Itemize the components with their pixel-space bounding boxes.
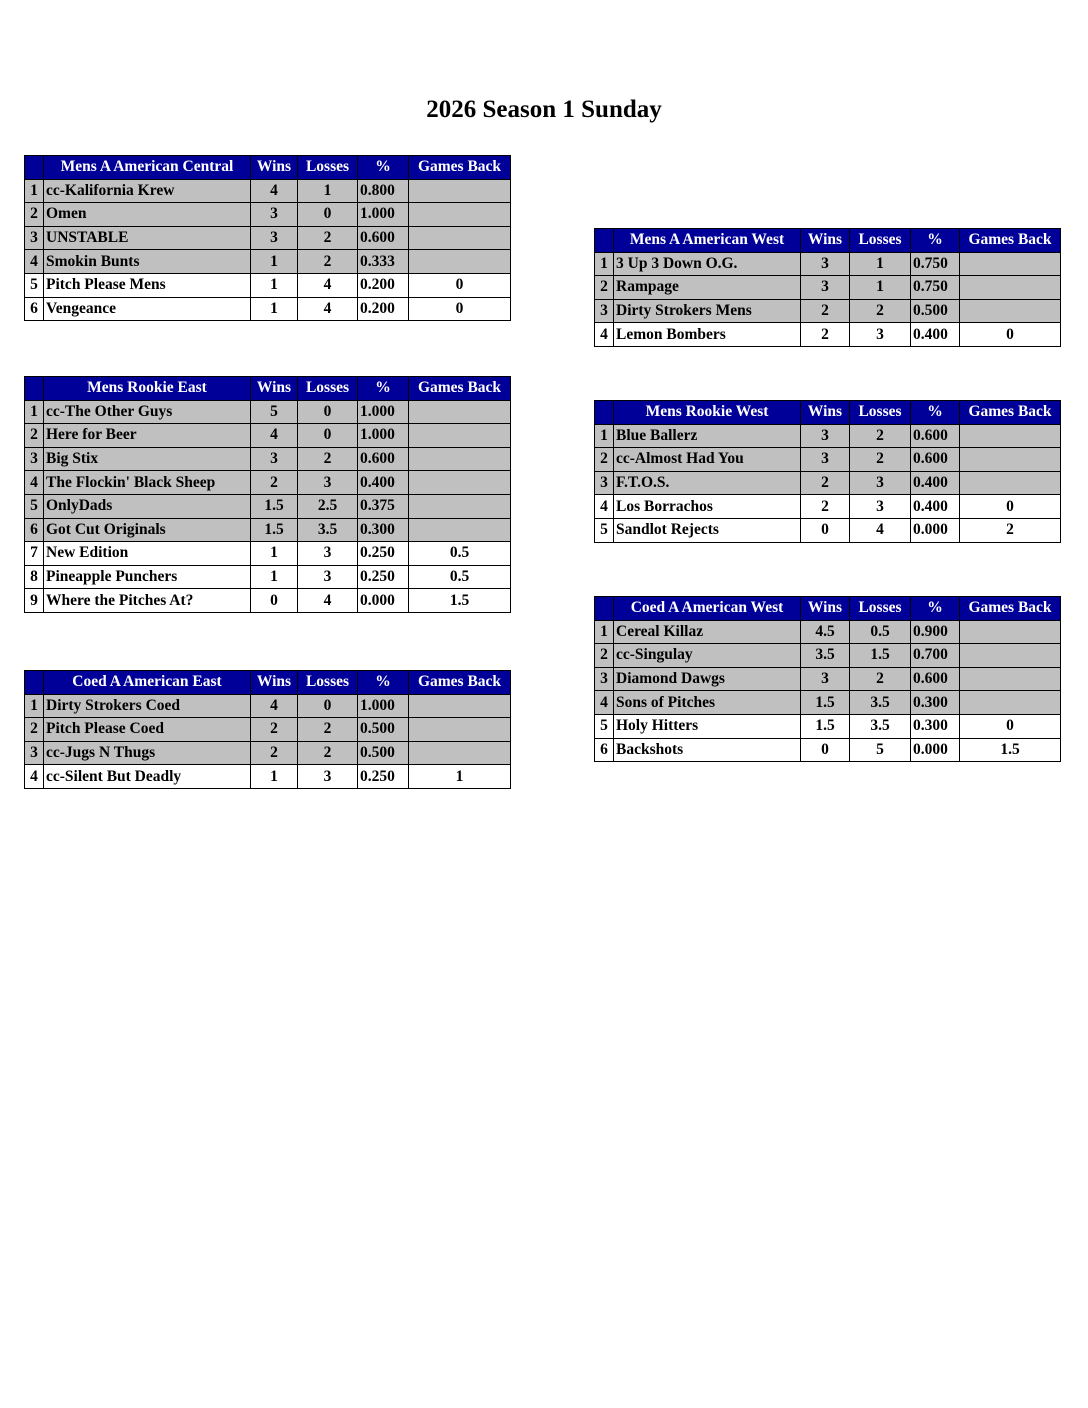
rank-cell: 1 — [25, 400, 44, 424]
rank-cell: 3 — [25, 447, 44, 471]
losses-cell: 2 — [298, 226, 358, 250]
table-row — [595, 299, 1061, 323]
pct-cell: 0.500 — [358, 718, 409, 742]
rank-header — [25, 671, 44, 695]
games-back-cell — [409, 424, 511, 448]
games-back-header: Games Back — [409, 377, 511, 401]
division-name: Coed A American East — [44, 671, 251, 695]
losses-header: Losses — [850, 401, 911, 425]
table-row — [25, 518, 511, 542]
losses-header: Losses — [298, 671, 358, 695]
table-row — [595, 252, 1061, 276]
losses-cell: 3 — [298, 765, 358, 789]
pct-header: % — [358, 671, 409, 695]
pct-cell: 0.300 — [911, 714, 960, 738]
losses-cell: 3.5 — [298, 518, 358, 542]
table-row — [595, 276, 1061, 300]
table-header-row — [595, 229, 1061, 253]
losses-cell: 0 — [298, 694, 358, 718]
table-row — [595, 738, 1061, 762]
rank-cell: 5 — [25, 273, 44, 297]
losses-cell: 0 — [298, 400, 358, 424]
rank-cell: 4 — [25, 765, 44, 789]
pct-cell: 0.600 — [358, 447, 409, 471]
games-back-cell: 1 — [409, 765, 511, 789]
pct-cell: 0.000 — [911, 518, 960, 542]
standings-table-coed-a-american-west — [594, 596, 1061, 762]
losses-cell: 3 — [298, 471, 358, 495]
games-back-header: Games Back — [960, 229, 1061, 253]
team-name-cell: Dirty Strokers Coed — [44, 694, 251, 718]
pct-cell: 0.600 — [911, 448, 960, 472]
pct-cell: 0.200 — [358, 297, 409, 321]
losses-cell: 3 — [850, 495, 911, 519]
rank-header — [595, 229, 614, 253]
pct-cell: 0.300 — [358, 518, 409, 542]
table-row — [25, 250, 511, 274]
team-name-cell: cc-The Other Guys — [44, 400, 251, 424]
pct-cell: 0.400 — [911, 495, 960, 519]
team-name-cell: UNSTABLE — [44, 226, 251, 250]
wins-cell: 3 — [801, 448, 850, 472]
table-row — [25, 694, 511, 718]
rank-cell: 2 — [595, 644, 614, 668]
games-back-cell — [409, 694, 511, 718]
rank-cell: 2 — [25, 424, 44, 448]
table-row — [25, 447, 511, 471]
rank-cell: 5 — [595, 518, 614, 542]
losses-cell: 0.5 — [850, 620, 911, 644]
wins-cell: 2 — [251, 718, 298, 742]
pct-cell: 1.000 — [358, 694, 409, 718]
team-name-cell: Got Cut Originals — [44, 518, 251, 542]
games-back-cell: 1.5 — [960, 738, 1061, 762]
team-name-cell: Smokin Bunts — [44, 250, 251, 274]
losses-cell: 4 — [298, 273, 358, 297]
team-name-cell: New Edition — [44, 542, 251, 566]
wins-cell: 4 — [251, 694, 298, 718]
table-row — [25, 203, 511, 227]
pct-cell: 0.250 — [358, 565, 409, 589]
table-row — [595, 495, 1061, 519]
rank-cell: 4 — [25, 471, 44, 495]
pct-cell: 0.000 — [358, 589, 409, 613]
wins-cell: 1.5 — [251, 518, 298, 542]
losses-cell: 2 — [850, 424, 911, 448]
pct-cell: 0.250 — [358, 765, 409, 789]
standings-table-coed-a-american-east — [24, 670, 511, 789]
team-name-cell: Pitch Please Coed — [44, 718, 251, 742]
division-name: Mens Rookie West — [614, 401, 801, 425]
losses-cell: 3 — [298, 542, 358, 566]
table-row — [25, 565, 511, 589]
games-back-header: Games Back — [409, 156, 511, 180]
wins-cell: 4 — [251, 424, 298, 448]
rank-cell: 6 — [25, 297, 44, 321]
games-back-cell — [409, 718, 511, 742]
losses-cell: 5 — [850, 738, 911, 762]
games-back-cell — [409, 179, 511, 203]
team-name-cell: cc-Jugs N Thugs — [44, 741, 251, 765]
table-row — [25, 718, 511, 742]
team-name-cell: Sandlot Rejects — [614, 518, 801, 542]
pct-cell: 0.200 — [358, 273, 409, 297]
wins-cell: 1 — [251, 250, 298, 274]
wins-cell: 3 — [251, 447, 298, 471]
games-back-cell — [960, 252, 1061, 276]
table-row — [25, 741, 511, 765]
pct-cell: 0.400 — [358, 471, 409, 495]
table-header-row — [25, 671, 511, 695]
table-row — [595, 518, 1061, 542]
losses-cell: 4 — [298, 297, 358, 321]
rank-cell: 5 — [25, 494, 44, 518]
rank-cell: 9 — [25, 589, 44, 613]
losses-cell: 2.5 — [298, 494, 358, 518]
rank-cell: 2 — [25, 718, 44, 742]
wins-cell: 1.5 — [801, 714, 850, 738]
pct-header: % — [358, 156, 409, 180]
games-back-cell — [409, 471, 511, 495]
team-name-cell: The Flockin' Black Sheep — [44, 471, 251, 495]
games-back-cell: 2 — [960, 518, 1061, 542]
pct-cell: 0.000 — [911, 738, 960, 762]
losses-header: Losses — [298, 156, 358, 180]
table-header-row — [595, 597, 1061, 621]
table-row — [25, 400, 511, 424]
team-name-cell: Pineapple Punchers — [44, 565, 251, 589]
wins-header: Wins — [801, 229, 850, 253]
games-back-cell — [409, 203, 511, 227]
pct-cell: 0.333 — [358, 250, 409, 274]
pct-header: % — [911, 401, 960, 425]
rank-cell: 2 — [595, 448, 614, 472]
games-back-cell — [409, 494, 511, 518]
wins-cell: 1.5 — [801, 691, 850, 715]
losses-cell: 2 — [850, 299, 911, 323]
wins-cell: 3.5 — [801, 644, 850, 668]
team-name-cell: Big Stix — [44, 447, 251, 471]
pct-cell: 0.750 — [911, 252, 960, 276]
team-name-cell: Lemon Bombers — [614, 323, 801, 347]
team-name-cell: cc-Almost Had You — [614, 448, 801, 472]
games-back-header: Games Back — [409, 671, 511, 695]
team-name-cell: cc-Singulay — [614, 644, 801, 668]
wins-header: Wins — [801, 597, 850, 621]
rank-header — [25, 377, 44, 401]
rank-cell: 3 — [595, 471, 614, 495]
team-name-cell: Omen — [44, 203, 251, 227]
standings-table-mens-a-american-central — [24, 155, 511, 321]
wins-cell: 2 — [251, 741, 298, 765]
wins-cell: 1 — [251, 273, 298, 297]
wins-cell: 0 — [801, 518, 850, 542]
games-back-cell — [960, 691, 1061, 715]
games-back-cell — [960, 276, 1061, 300]
rank-cell: 4 — [595, 323, 614, 347]
losses-header: Losses — [850, 229, 911, 253]
standings-table-mens-a-american-west — [594, 228, 1061, 347]
losses-cell: 3.5 — [850, 714, 911, 738]
wins-header: Wins — [251, 671, 298, 695]
wins-cell: 2 — [801, 323, 850, 347]
table-row — [595, 471, 1061, 495]
games-back-cell: 0 — [960, 714, 1061, 738]
wins-cell: 1 — [251, 765, 298, 789]
pct-cell: 0.500 — [358, 741, 409, 765]
division-name: Mens A American West — [614, 229, 801, 253]
pct-cell: 0.600 — [358, 226, 409, 250]
pct-cell: 0.900 — [911, 620, 960, 644]
rank-cell: 2 — [595, 276, 614, 300]
losses-cell: 0 — [298, 203, 358, 227]
rank-cell: 3 — [595, 667, 614, 691]
team-name-cell: Vengeance — [44, 297, 251, 321]
pct-cell: 0.600 — [911, 667, 960, 691]
games-back-cell — [409, 250, 511, 274]
games-back-cell — [960, 299, 1061, 323]
rank-cell: 4 — [595, 691, 614, 715]
rank-cell: 6 — [595, 738, 614, 762]
table-row — [25, 542, 511, 566]
pct-cell: 0.250 — [358, 542, 409, 566]
games-back-cell — [960, 448, 1061, 472]
wins-header: Wins — [801, 401, 850, 425]
losses-cell: 2 — [298, 718, 358, 742]
standings-table-mens-rookie-east — [24, 376, 511, 613]
games-back-header: Games Back — [960, 401, 1061, 425]
team-name-cell: cc-Silent But Deadly — [44, 765, 251, 789]
losses-cell: 1 — [850, 252, 911, 276]
pct-cell: 0.300 — [911, 691, 960, 715]
games-back-cell: 0 — [960, 323, 1061, 347]
games-back-cell — [409, 226, 511, 250]
standings-table-mens-rookie-west — [594, 400, 1061, 543]
wins-cell: 2 — [251, 471, 298, 495]
table-row — [25, 273, 511, 297]
wins-header: Wins — [251, 377, 298, 401]
losses-cell: 1 — [850, 276, 911, 300]
games-back-cell — [960, 424, 1061, 448]
team-name-cell: Dirty Strokers Mens — [614, 299, 801, 323]
team-name-cell: Los Borrachos — [614, 495, 801, 519]
rank-cell: 4 — [595, 495, 614, 519]
losses-cell: 1.5 — [850, 644, 911, 668]
division-name: Mens Rookie East — [44, 377, 251, 401]
games-back-cell — [409, 447, 511, 471]
games-back-cell — [409, 518, 511, 542]
rank-cell: 6 — [25, 518, 44, 542]
games-back-cell: 0.5 — [409, 565, 511, 589]
games-back-cell — [960, 644, 1061, 668]
wins-cell: 1 — [251, 542, 298, 566]
wins-cell: 0 — [801, 738, 850, 762]
rank-cell: 8 — [25, 565, 44, 589]
games-back-cell: 0.5 — [409, 542, 511, 566]
table-header-row — [25, 156, 511, 180]
rank-cell: 1 — [595, 424, 614, 448]
pct-cell: 0.375 — [358, 494, 409, 518]
pct-cell: 1.000 — [358, 203, 409, 227]
losses-cell: 3.5 — [850, 691, 911, 715]
table-row — [595, 323, 1061, 347]
table-row — [595, 424, 1061, 448]
wins-cell: 3 — [801, 667, 850, 691]
games-back-cell — [409, 741, 511, 765]
games-back-cell — [960, 667, 1061, 691]
team-name-cell: F.T.O.S. — [614, 471, 801, 495]
table-row — [25, 226, 511, 250]
losses-cell: 1 — [298, 179, 358, 203]
wins-cell: 3 — [801, 252, 850, 276]
losses-cell: 0 — [298, 424, 358, 448]
losses-cell: 4 — [298, 589, 358, 613]
team-name-cell: Pitch Please Mens — [44, 273, 251, 297]
rank-header — [25, 156, 44, 180]
wins-cell: 2 — [801, 299, 850, 323]
table-row — [595, 691, 1061, 715]
table-row — [595, 714, 1061, 738]
losses-header: Losses — [850, 597, 911, 621]
rank-cell: 1 — [595, 252, 614, 276]
losses-header: Losses — [298, 377, 358, 401]
division-name: Mens A American Central — [44, 156, 251, 180]
rank-cell: 2 — [25, 203, 44, 227]
table-row — [595, 448, 1061, 472]
rank-cell: 1 — [25, 694, 44, 718]
pct-cell: 0.700 — [911, 644, 960, 668]
rank-cell: 3 — [595, 299, 614, 323]
pct-cell: 0.800 — [358, 179, 409, 203]
losses-cell: 4 — [850, 518, 911, 542]
pct-cell: 0.400 — [911, 323, 960, 347]
losses-cell: 3 — [298, 565, 358, 589]
table-header-row — [595, 401, 1061, 425]
wins-header: Wins — [251, 156, 298, 180]
table-row — [25, 297, 511, 321]
wins-cell: 0 — [251, 589, 298, 613]
pct-cell: 0.600 — [911, 424, 960, 448]
wins-cell: 5 — [251, 400, 298, 424]
games-back-cell: 0 — [409, 297, 511, 321]
page-title: 2026 Season 1 Sunday — [426, 96, 662, 123]
losses-cell: 3 — [850, 323, 911, 347]
team-name-cell: Blue Ballerz — [614, 424, 801, 448]
table-row — [25, 494, 511, 518]
losses-cell: 2 — [298, 250, 358, 274]
losses-cell: 2 — [298, 447, 358, 471]
rank-cell: 1 — [25, 179, 44, 203]
table-row — [595, 644, 1061, 668]
team-name-cell: Rampage — [614, 276, 801, 300]
division-name: Coed A American West — [614, 597, 801, 621]
rank-cell: 3 — [25, 226, 44, 250]
table-row — [25, 424, 511, 448]
table-row — [25, 589, 511, 613]
team-name-cell: cc-Kalifornia Krew — [44, 179, 251, 203]
team-name-cell: OnlyDads — [44, 494, 251, 518]
rank-cell: 1 — [595, 620, 614, 644]
pct-cell: 1.000 — [358, 424, 409, 448]
rank-cell: 5 — [595, 714, 614, 738]
table-row — [595, 620, 1061, 644]
team-name-cell: Sons of Pitches — [614, 691, 801, 715]
pct-header: % — [911, 597, 960, 621]
team-name-cell: Holy Hitters — [614, 714, 801, 738]
pct-header: % — [358, 377, 409, 401]
wins-cell: 2 — [801, 495, 850, 519]
table-header-row — [25, 377, 511, 401]
pct-cell: 0.500 — [911, 299, 960, 323]
table-row — [25, 179, 511, 203]
wins-cell: 3 — [801, 276, 850, 300]
rank-header — [595, 597, 614, 621]
rank-cell: 4 — [25, 250, 44, 274]
pct-header: % — [911, 229, 960, 253]
team-name-cell: Where the Pitches At? — [44, 589, 251, 613]
wins-cell: 4.5 — [801, 620, 850, 644]
games-back-header: Games Back — [960, 597, 1061, 621]
games-back-cell — [409, 400, 511, 424]
table-row — [595, 667, 1061, 691]
wins-cell: 1 — [251, 297, 298, 321]
team-name-cell: Here for Beer — [44, 424, 251, 448]
wins-cell: 2 — [801, 471, 850, 495]
losses-cell: 2 — [850, 448, 911, 472]
table-row — [25, 765, 511, 789]
team-name-cell: 3 Up 3 Down O.G. — [614, 252, 801, 276]
games-back-cell: 0 — [409, 273, 511, 297]
team-name-cell: Diamond Dawgs — [614, 667, 801, 691]
games-back-cell — [960, 620, 1061, 644]
losses-cell: 2 — [850, 667, 911, 691]
games-back-cell — [960, 471, 1061, 495]
table-row — [25, 471, 511, 495]
losses-cell: 2 — [298, 741, 358, 765]
pct-cell: 0.750 — [911, 276, 960, 300]
wins-cell: 4 — [251, 179, 298, 203]
losses-cell: 3 — [850, 471, 911, 495]
wins-cell: 1 — [251, 565, 298, 589]
games-back-cell: 0 — [960, 495, 1061, 519]
team-name-cell: Backshots — [614, 738, 801, 762]
wins-cell: 3 — [801, 424, 850, 448]
team-name-cell: Cereal Killaz — [614, 620, 801, 644]
wins-cell: 3 — [251, 203, 298, 227]
pct-cell: 0.400 — [911, 471, 960, 495]
rank-header — [595, 401, 614, 425]
wins-cell: 3 — [251, 226, 298, 250]
games-back-cell: 1.5 — [409, 589, 511, 613]
wins-cell: 1.5 — [251, 494, 298, 518]
pct-cell: 1.000 — [358, 400, 409, 424]
rank-cell: 3 — [25, 741, 44, 765]
rank-cell: 7 — [25, 542, 44, 566]
